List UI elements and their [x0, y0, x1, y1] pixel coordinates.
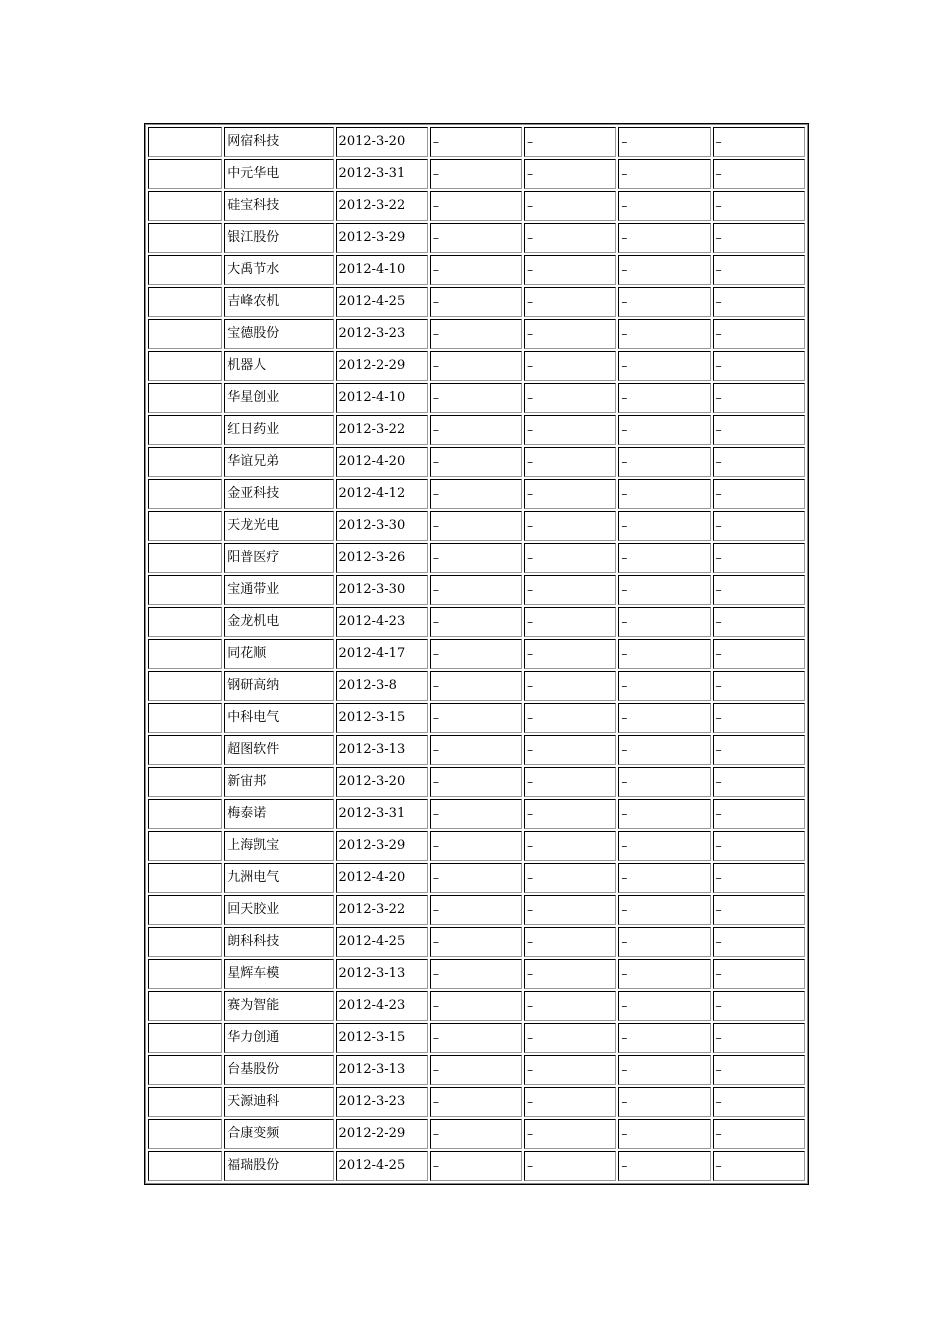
date-cell: 2012-3-13 [336, 735, 428, 765]
date-cell: 2012-3-23 [336, 1087, 428, 1117]
date-cell: 2012-3-15 [336, 703, 428, 733]
value-cell: – [618, 1119, 710, 1149]
value-cell: – [618, 223, 710, 253]
company-name-cell: 网宿科技 [224, 127, 333, 157]
empty-cell [148, 575, 222, 605]
value-cell: – [430, 671, 522, 701]
company-name-cell: 红日药业 [224, 415, 333, 445]
value-cell: – [524, 735, 616, 765]
date-cell: 2012-3-31 [336, 159, 428, 189]
value-cell: – [618, 799, 710, 829]
company-name-cell: 赛为智能 [224, 991, 333, 1021]
company-name-cell: 银江股份 [224, 223, 333, 253]
value-cell: – [713, 479, 805, 509]
company-name-cell: 大禹节水 [224, 255, 333, 285]
value-cell: – [713, 671, 805, 701]
value-cell: – [713, 863, 805, 893]
value-cell: – [430, 1151, 522, 1181]
value-cell: – [618, 383, 710, 413]
empty-cell [148, 799, 222, 829]
company-name-cell: 宝通带业 [224, 575, 333, 605]
date-cell: 2012-3-30 [336, 575, 428, 605]
date-cell: 2012-4-25 [336, 1151, 428, 1181]
table-row [148, 1151, 805, 1181]
value-cell: – [618, 575, 710, 605]
value-cell: – [713, 255, 805, 285]
value-cell: – [713, 799, 805, 829]
value-cell: – [430, 959, 522, 989]
empty-cell [148, 383, 222, 413]
value-cell: – [524, 575, 616, 605]
value-cell: – [713, 127, 805, 157]
value-cell: – [618, 319, 710, 349]
table-row [148, 159, 805, 189]
value-cell: – [713, 319, 805, 349]
date-cell: 2012-3-20 [336, 767, 428, 797]
date-cell: 2012-2-29 [336, 1119, 428, 1149]
value-cell: – [618, 639, 710, 669]
value-cell: – [713, 575, 805, 605]
company-name-cell: 华谊兄弟 [224, 447, 333, 477]
value-cell: – [618, 767, 710, 797]
date-cell: 2012-4-23 [336, 607, 428, 637]
table-row [148, 479, 805, 509]
value-cell: – [430, 191, 522, 221]
value-cell: – [713, 703, 805, 733]
value-cell: – [524, 767, 616, 797]
value-cell: – [430, 1023, 522, 1053]
value-cell: – [524, 319, 616, 349]
value-cell: – [618, 863, 710, 893]
value-cell: – [618, 703, 710, 733]
empty-cell [148, 1055, 222, 1085]
date-cell: 2012-3-22 [336, 895, 428, 925]
company-name-cell: 硅宝科技 [224, 191, 333, 221]
date-cell: 2012-4-17 [336, 639, 428, 669]
value-cell: – [713, 607, 805, 637]
table-row [148, 415, 805, 445]
value-cell: – [524, 799, 616, 829]
value-cell: – [430, 255, 522, 285]
value-cell: – [524, 1023, 616, 1053]
value-cell: – [713, 159, 805, 189]
value-cell: – [713, 447, 805, 477]
value-cell: – [430, 991, 522, 1021]
value-cell: – [524, 287, 616, 317]
company-name-cell: 九洲电气 [224, 863, 333, 893]
company-name-cell: 台基股份 [224, 1055, 333, 1085]
table-row [148, 351, 805, 381]
value-cell: – [618, 543, 710, 573]
table-row [148, 735, 805, 765]
empty-cell [148, 479, 222, 509]
empty-cell [148, 255, 222, 285]
company-name-cell: 超图软件 [224, 735, 333, 765]
value-cell: – [618, 351, 710, 381]
empty-cell [148, 223, 222, 253]
date-cell: 2012-3-23 [336, 319, 428, 349]
company-name-cell: 回天胶业 [224, 895, 333, 925]
date-cell: 2012-4-12 [336, 479, 428, 509]
value-cell: – [430, 607, 522, 637]
value-cell: – [713, 831, 805, 861]
stock-date-table [146, 125, 807, 1183]
empty-cell [148, 447, 222, 477]
value-cell: – [713, 735, 805, 765]
empty-cell [148, 191, 222, 221]
date-cell: 2012-3-13 [336, 959, 428, 989]
company-name-cell: 华星创业 [224, 383, 333, 413]
value-cell: – [430, 127, 522, 157]
empty-cell [148, 1023, 222, 1053]
date-cell: 2012-3-20 [336, 127, 428, 157]
value-cell: – [618, 287, 710, 317]
table-row [148, 1087, 805, 1117]
value-cell: – [524, 415, 616, 445]
company-name-cell: 华力创通 [224, 1023, 333, 1053]
value-cell: – [713, 1087, 805, 1117]
table-row [148, 959, 805, 989]
table-row [148, 191, 805, 221]
value-cell: – [713, 1151, 805, 1181]
value-cell: – [430, 1055, 522, 1085]
value-cell: – [430, 735, 522, 765]
value-cell: – [618, 991, 710, 1021]
value-cell: – [430, 831, 522, 861]
date-cell: 2012-4-25 [336, 287, 428, 317]
value-cell: – [524, 863, 616, 893]
date-cell: 2012-4-25 [336, 927, 428, 957]
value-cell: – [713, 1119, 805, 1149]
value-cell: – [524, 223, 616, 253]
value-cell: – [430, 383, 522, 413]
table-row [148, 831, 805, 861]
value-cell: – [618, 671, 710, 701]
value-cell: – [618, 895, 710, 925]
value-cell: – [618, 735, 710, 765]
value-cell: – [524, 191, 616, 221]
empty-cell [148, 159, 222, 189]
value-cell: – [524, 255, 616, 285]
table-row [148, 671, 805, 701]
empty-cell [148, 959, 222, 989]
value-cell: – [713, 383, 805, 413]
table-row [148, 447, 805, 477]
value-cell: – [430, 575, 522, 605]
empty-cell [148, 351, 222, 381]
date-cell: 2012-4-20 [336, 863, 428, 893]
value-cell: – [524, 639, 616, 669]
empty-cell [148, 639, 222, 669]
value-cell: – [430, 159, 522, 189]
table-row [148, 543, 805, 573]
value-cell: – [430, 415, 522, 445]
value-cell: – [430, 927, 522, 957]
value-cell: – [618, 1151, 710, 1181]
value-cell: – [524, 671, 616, 701]
value-cell: – [618, 927, 710, 957]
value-cell: – [524, 927, 616, 957]
date-cell: 2012-3-31 [336, 799, 428, 829]
empty-cell [148, 127, 222, 157]
value-cell: – [618, 607, 710, 637]
value-cell: – [713, 895, 805, 925]
empty-cell [148, 735, 222, 765]
date-cell: 2012-3-26 [336, 543, 428, 573]
empty-cell [148, 895, 222, 925]
table-row [148, 223, 805, 253]
table-row [148, 639, 805, 669]
value-cell: – [524, 351, 616, 381]
empty-cell [148, 863, 222, 893]
empty-cell [148, 703, 222, 733]
company-name-cell: 上海凯宝 [224, 831, 333, 861]
value-cell: – [618, 831, 710, 861]
table-row [148, 767, 805, 797]
value-cell: – [618, 511, 710, 541]
table-row [148, 927, 805, 957]
value-cell: – [618, 479, 710, 509]
value-cell: – [430, 287, 522, 317]
value-cell: – [524, 831, 616, 861]
date-cell: 2012-3-29 [336, 223, 428, 253]
value-cell: – [713, 1055, 805, 1085]
date-cell: 2012-4-20 [336, 447, 428, 477]
table-row [148, 895, 805, 925]
value-cell: – [524, 447, 616, 477]
company-name-cell: 金亚科技 [224, 479, 333, 509]
value-cell: – [524, 1087, 616, 1117]
value-cell: – [524, 479, 616, 509]
date-cell: 2012-4-10 [336, 255, 428, 285]
empty-cell [148, 991, 222, 1021]
value-cell: – [524, 1151, 616, 1181]
table-row [148, 383, 805, 413]
value-cell: – [524, 959, 616, 989]
table-body [148, 127, 805, 1181]
data-table-frame [144, 123, 809, 1185]
company-name-cell: 阳普医疗 [224, 543, 333, 573]
company-name-cell: 中元华电 [224, 159, 333, 189]
value-cell: – [430, 799, 522, 829]
value-cell: – [430, 447, 522, 477]
value-cell: – [618, 415, 710, 445]
value-cell: – [430, 351, 522, 381]
empty-cell [148, 1151, 222, 1181]
value-cell: – [430, 1087, 522, 1117]
date-cell: 2012-4-10 [336, 383, 428, 413]
value-cell: – [524, 543, 616, 573]
empty-cell [148, 671, 222, 701]
date-cell: 2012-2-29 [336, 351, 428, 381]
value-cell: – [524, 511, 616, 541]
value-cell: – [713, 351, 805, 381]
table-row [148, 1023, 805, 1053]
value-cell: – [430, 639, 522, 669]
value-cell: – [430, 767, 522, 797]
value-cell: – [713, 287, 805, 317]
table-row [148, 511, 805, 541]
table-row [148, 255, 805, 285]
table-row [148, 863, 805, 893]
value-cell: – [618, 127, 710, 157]
table-row [148, 127, 805, 157]
value-cell: – [430, 319, 522, 349]
date-cell: 2012-3-22 [336, 415, 428, 445]
company-name-cell: 天源迪科 [224, 1087, 333, 1117]
table-row [148, 319, 805, 349]
value-cell: – [618, 1055, 710, 1085]
value-cell: – [713, 959, 805, 989]
empty-cell [148, 415, 222, 445]
value-cell: – [430, 703, 522, 733]
value-cell: – [430, 895, 522, 925]
company-name-cell: 同花顺 [224, 639, 333, 669]
date-cell: 2012-3-8 [336, 671, 428, 701]
value-cell: – [524, 1119, 616, 1149]
value-cell: – [430, 223, 522, 253]
value-cell: – [618, 159, 710, 189]
value-cell: – [713, 639, 805, 669]
company-name-cell: 梅泰诺 [224, 799, 333, 829]
value-cell: – [430, 543, 522, 573]
empty-cell [148, 1087, 222, 1117]
company-name-cell: 福瑞股份 [224, 1151, 333, 1181]
value-cell: – [713, 1023, 805, 1053]
company-name-cell: 金龙机电 [224, 607, 333, 637]
empty-cell [148, 831, 222, 861]
value-cell: – [524, 895, 616, 925]
date-cell: 2012-3-13 [336, 1055, 428, 1085]
value-cell: – [618, 959, 710, 989]
value-cell: – [713, 991, 805, 1021]
company-name-cell: 中科电气 [224, 703, 333, 733]
table-row [148, 799, 805, 829]
value-cell: – [430, 479, 522, 509]
table-row [148, 575, 805, 605]
date-cell: 2012-3-30 [336, 511, 428, 541]
empty-cell [148, 767, 222, 797]
company-name-cell: 天龙光电 [224, 511, 333, 541]
value-cell: – [713, 543, 805, 573]
value-cell: – [618, 1023, 710, 1053]
date-cell: 2012-3-22 [336, 191, 428, 221]
empty-cell [148, 927, 222, 957]
value-cell: – [618, 1087, 710, 1117]
company-name-cell: 钢研高纳 [224, 671, 333, 701]
company-name-cell: 宝德股份 [224, 319, 333, 349]
empty-cell [148, 511, 222, 541]
empty-cell [148, 543, 222, 573]
table-row [148, 1119, 805, 1149]
value-cell: – [430, 1119, 522, 1149]
value-cell: – [524, 383, 616, 413]
value-cell: – [524, 127, 616, 157]
company-name-cell: 吉峰农机 [224, 287, 333, 317]
company-name-cell: 星辉车模 [224, 959, 333, 989]
empty-cell [148, 1119, 222, 1149]
company-name-cell: 新宙邦 [224, 767, 333, 797]
value-cell: – [618, 255, 710, 285]
value-cell: – [524, 703, 616, 733]
value-cell: – [713, 511, 805, 541]
value-cell: – [524, 1055, 616, 1085]
table-row [148, 703, 805, 733]
value-cell: – [524, 607, 616, 637]
value-cell: – [713, 415, 805, 445]
value-cell: – [713, 767, 805, 797]
date-cell: 2012-3-15 [336, 1023, 428, 1053]
value-cell: – [618, 191, 710, 221]
value-cell: – [713, 223, 805, 253]
date-cell: 2012-4-23 [336, 991, 428, 1021]
empty-cell [148, 319, 222, 349]
table-row [148, 287, 805, 317]
date-cell: 2012-3-29 [336, 831, 428, 861]
value-cell: – [618, 447, 710, 477]
value-cell: – [430, 511, 522, 541]
value-cell: – [524, 159, 616, 189]
table-row [148, 991, 805, 1021]
company-name-cell: 朗科科技 [224, 927, 333, 957]
empty-cell [148, 287, 222, 317]
company-name-cell: 机器人 [224, 351, 333, 381]
value-cell: – [713, 191, 805, 221]
value-cell: – [524, 991, 616, 1021]
value-cell: – [430, 863, 522, 893]
value-cell: – [713, 927, 805, 957]
company-name-cell: 合康变频 [224, 1119, 333, 1149]
table-row [148, 1055, 805, 1085]
empty-cell [148, 607, 222, 637]
table-row [148, 607, 805, 637]
